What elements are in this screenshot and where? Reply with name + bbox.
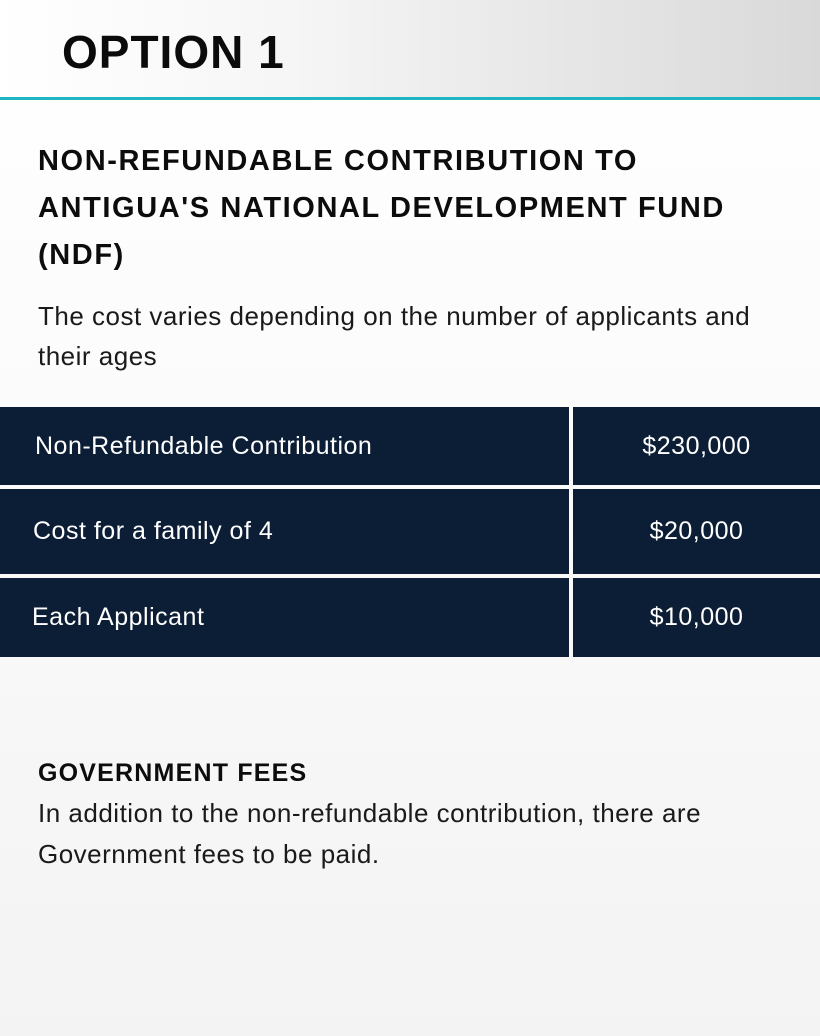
fee-label: Each Applicant	[0, 578, 569, 657]
fee-value: $20,000	[573, 489, 820, 574]
fees-table	[0, 407, 820, 657]
section-heading: NON-REFUNDABLE CONTRIBUTION TO ANTIGUA'S NATIONAL DEVELOPMENT FUND (NDF)	[38, 145, 725, 271]
fee-value: $230,000	[573, 407, 820, 485]
section-description: The cost varies depending on the number of applicants and their ages	[38, 301, 751, 371]
fee-label: Non-Refundable Contribution	[0, 407, 569, 485]
government-fees-text: In addition to the non-refundable contribution, there are Government fees to be paid.	[38, 798, 702, 869]
table-row	[0, 407, 820, 485]
fee-label: Cost for a family of 4	[0, 489, 569, 574]
fee-value: $10,000	[573, 578, 820, 657]
government-fees-heading: GOVERNMENT FEES	[38, 759, 308, 787]
table-row	[0, 489, 820, 574]
table-row	[0, 578, 820, 657]
page-title: OPTION 1	[62, 26, 285, 78]
header-band	[0, 0, 820, 100]
